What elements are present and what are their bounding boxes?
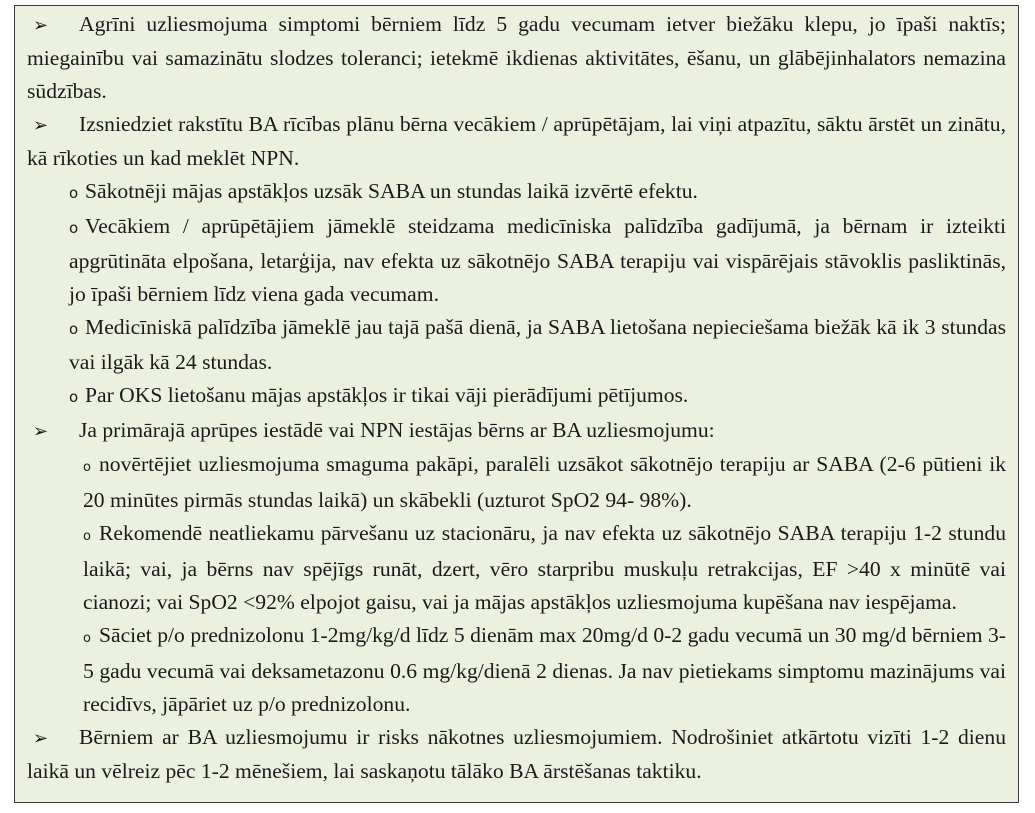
circle-bullet-icon: o [83, 460, 91, 475]
sub-list-item [27, 517, 1006, 619]
sub-list-item [27, 311, 1006, 379]
item-text: Par OKS lietošanu mājas apstākļos ir tikai vāji pierādījumi pētījumos. [85, 383, 689, 407]
circle-bullet-icon: o [69, 388, 79, 406]
sub-list-item [27, 448, 1006, 517]
list-item [27, 721, 1006, 788]
item-text: novērtējiet uzliesmojuma smaguma pakāpi, paralēli uzsākot sākotnējo terapiju ar SABA (2-6 pūtieni ik 20 minūtes pirmās stundas laikā) un skābekli (uzturot SpO2 94- 98%). [83, 452, 1006, 512]
item-text: Vecākiem / aprūpētājiem jāmeklē steidzama medicīniska palīdzība gadījumā, ja bērnam ir izteikti apgrūtināta elpošana, letarģija, nav efekta uz sākotnējo SABA terapiju vai vispārējais stāvoklis pasliktinās, jo īpaši bērniem līdz viena gada vecumam. [69, 214, 1006, 306]
arrow-bullet-icon: ➢ [33, 115, 49, 136]
item-text: Ja primārajā aprūpes iestādē vai NPN iestājas bērns ar BA uzliesmojumu: [79, 418, 715, 442]
circle-bullet-icon: o [83, 529, 91, 544]
sub-list-item [27, 379, 1006, 414]
list-item [27, 8, 1006, 108]
item-text: Izsniedziet rakstītu BA rīcības plānu bērna vecākiem / aprūpētājam, lai viņi atpazītu, sāktu ārstēt un zinātu, kā rīkoties un kad meklēt NPN. [27, 112, 1006, 170]
item-text: Bērniem ar BA uzliesmojumu ir risks nākotnes uzliesmojumiem. Nodrošiniet atkārtotu vizīti 1-2 dienu laikā un vēlreiz pēc 1-2 mēnešiem, lai saskaņotu tālāko BA ārstēšanas taktiku. [27, 725, 1006, 783]
circle-bullet-icon: o [69, 320, 79, 338]
arrow-bullet-icon: ➢ [33, 15, 49, 36]
item-text: Sākotnēji mājas apstākļos uzsāk SABA un stundas laikā izvērtē efektu. [85, 179, 698, 203]
circle-bullet-icon: o [83, 631, 91, 646]
sub-list-item [27, 210, 1006, 311]
circle-bullet-icon: o [69, 219, 79, 237]
guideline-box [14, 5, 1019, 803]
sub-list-item [27, 619, 1006, 721]
arrow-bullet-icon: ➢ [33, 421, 49, 442]
list-item [27, 414, 1006, 448]
item-text: Agrīni uzliesmojuma simptomi bērniem līdz 5 gadu vecumam ietver biežāku klepu, jo īpaši naktīs; miegainību vai samazinātu slodzes toleranci; ietekmē ikdienas aktivitātes, ēšanu, un glābējinhalators nemazina sūdzības. [27, 12, 1006, 103]
list-item [27, 108, 1006, 175]
item-text: Sāciet p/o prednizolonu 1-2mg/kg/d līdz 5 dienām max 20mg/d 0-2 gadu vecumā un 30 mg/d bērniem 3-5 gadu vecumā vai deksametazonu 0.6 mg/kg/dienā 2 dienas. Ja nav pietiekams simptomu mazinājums vai recidīvs, jāpāriet uz p/o prednizolonu. [83, 623, 1006, 716]
arrow-bullet-icon: ➢ [33, 728, 49, 749]
sub-list-item [27, 175, 1006, 210]
item-text: Medicīniskā palīdzība jāmeklē jau tajā pašā dienā, ja SABA lietošana nepieciešama biežāk kā ik 3 stundas vai ilgāk kā 24 stundas. [69, 315, 1006, 374]
item-text: Rekomendē neatliekamu pārvešanu uz stacionāru, ja nav efekta uz sākotnējo SABA terapiju 1-2 stundu laikā; vai, ja bērns nav spējīgs runāt, dzert, vēro starpribu muskuļu retrakcijas, EF >40 x minūtē vai cianozi; vai SpO2 <92% elpojot gaisu, vai ja mājas apstākļos uzliesmojuma kupēšana nav iespējama. [83, 521, 1006, 614]
circle-bullet-icon: o [69, 184, 79, 202]
